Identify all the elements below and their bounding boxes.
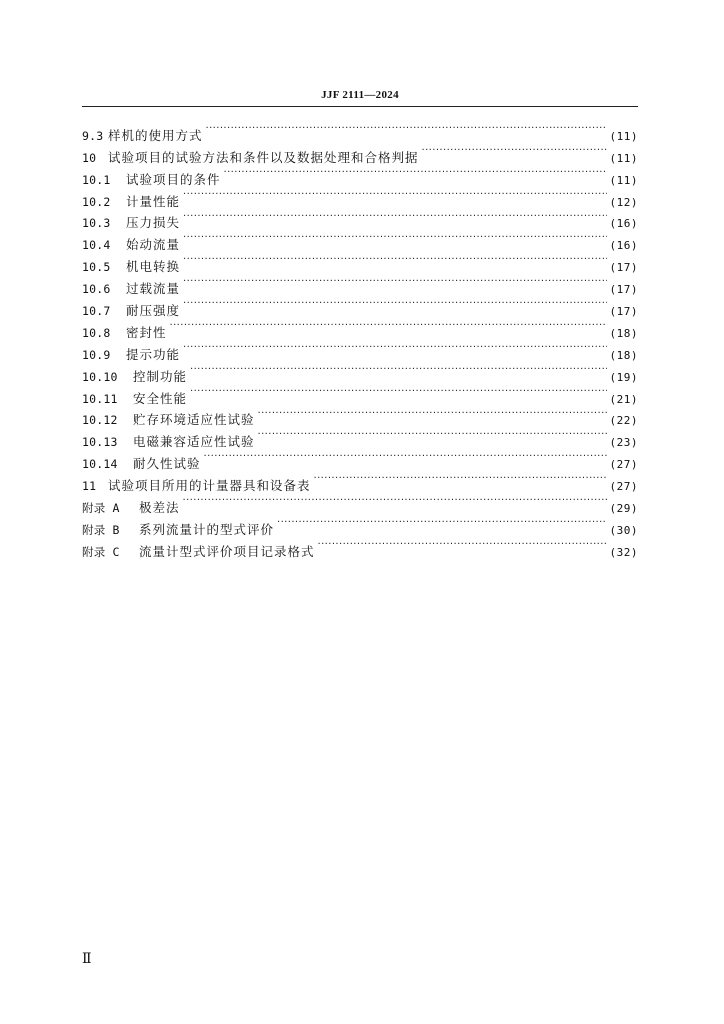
toc-leader-dots <box>183 490 607 512</box>
toc-leader-dots <box>204 446 607 468</box>
toc-page: (17) <box>609 305 638 319</box>
toc-title: 极差法 <box>139 500 180 516</box>
toc-title: 机电转换 <box>126 259 181 275</box>
page-number: Ⅱ <box>82 952 92 967</box>
toc-title: 试验项目所用的计量器具和设备表 <box>108 478 311 494</box>
toc-number: 10.1 <box>82 172 111 187</box>
toc-number: 11 <box>82 479 97 494</box>
toc-title: 样机的使用方式 <box>108 127 203 143</box>
toc-title: 压力损失 <box>126 215 181 231</box>
toc-number: 附录 A <box>82 501 120 516</box>
toc-number: 10.2 <box>82 194 111 209</box>
toc-number: 10.10 <box>82 369 118 384</box>
toc-title: 计量性能 <box>126 193 181 209</box>
toc-entry-9-3[interactable] <box>82 118 638 143</box>
toc-number: 10.3 <box>82 216 111 231</box>
toc-page: (27) <box>609 458 638 472</box>
toc-leader-dots <box>183 293 606 315</box>
header-rule <box>82 106 638 107</box>
toc-leader-dots <box>318 534 607 556</box>
toc-page: (18) <box>609 326 638 340</box>
toc-page: (11) <box>609 151 638 165</box>
toc-title: 流量计型式评价项目记录格式 <box>139 543 315 559</box>
toc-number: 附录 B <box>82 522 120 537</box>
toc-number: 10.12 <box>82 413 118 428</box>
toc-leader-dots <box>206 118 607 140</box>
toc-leader-dots <box>258 403 607 425</box>
toc-leader-dots <box>183 184 606 206</box>
toc-number: 附录 C <box>82 544 120 559</box>
toc-number: 10 <box>82 150 97 165</box>
toc-title: 耐压强度 <box>126 303 181 319</box>
toc-leader-dots <box>183 206 606 228</box>
toc-title: 过载流量 <box>126 281 181 297</box>
toc-title: 密封性 <box>126 324 167 340</box>
toc-leader-dots <box>183 227 606 249</box>
toc-number: 10.13 <box>82 435 118 450</box>
toc-leader-dots <box>314 468 607 490</box>
toc-title: 试验项目的条件 <box>126 171 221 187</box>
toc-number: 10.14 <box>82 457 118 472</box>
toc-title: 试验项目的试验方法和条件以及数据处理和合格判据 <box>108 149 419 165</box>
table-of-contents <box>82 118 638 559</box>
toc-page: (12) <box>609 195 638 209</box>
toc-title: 安全性能 <box>133 390 188 406</box>
toc-number: 10.5 <box>82 260 111 275</box>
toc-title: 提示功能 <box>126 346 181 362</box>
toc-leader-dots <box>277 512 606 534</box>
toc-number: 10.7 <box>82 304 111 319</box>
toc-leader-dots <box>224 162 607 184</box>
toc-title: 电磁兼容适应性试验 <box>133 434 255 450</box>
toc-number: 10.8 <box>82 325 111 340</box>
toc-leader-dots <box>422 140 607 162</box>
toc-leader-dots <box>258 424 607 446</box>
toc-page: (21) <box>609 392 638 406</box>
document-header: JJF 2111—2024 <box>321 89 399 101</box>
toc-page: (32) <box>609 545 638 559</box>
toc-page: (11) <box>609 173 638 187</box>
toc-title: 始动流量 <box>126 237 181 253</box>
toc-page: (22) <box>609 414 638 428</box>
toc-leader-dots <box>190 359 606 381</box>
toc-page: (16) <box>609 239 638 253</box>
toc-title: 系列流量计的型式评价 <box>139 521 275 537</box>
toc-page: (17) <box>609 261 638 275</box>
toc-leader-dots <box>190 381 606 403</box>
toc-number: 10.11 <box>82 391 118 406</box>
toc-number: 10.9 <box>82 347 111 362</box>
toc-title: 贮存环境适应性试验 <box>133 412 255 428</box>
toc-page: (27) <box>609 480 638 494</box>
toc-leader-dots <box>183 249 606 271</box>
toc-number: 10.6 <box>82 282 111 297</box>
toc-leader-dots <box>183 337 606 359</box>
toc-leader-dots <box>183 271 606 293</box>
toc-page: (18) <box>609 348 638 362</box>
toc-title: 耐久性试验 <box>133 456 201 472</box>
toc-page: (11) <box>609 129 638 143</box>
toc-page: (16) <box>609 217 638 231</box>
toc-page: (19) <box>609 370 638 384</box>
toc-title: 控制功能 <box>133 368 188 384</box>
toc-page: (17) <box>609 283 638 297</box>
toc-page: (23) <box>609 436 638 450</box>
toc-page: (29) <box>609 502 638 516</box>
toc-leader-dots <box>170 315 607 337</box>
toc-number: 10.4 <box>82 238 111 253</box>
toc-number: 9.3 <box>82 128 104 143</box>
toc-page: (30) <box>609 523 638 537</box>
